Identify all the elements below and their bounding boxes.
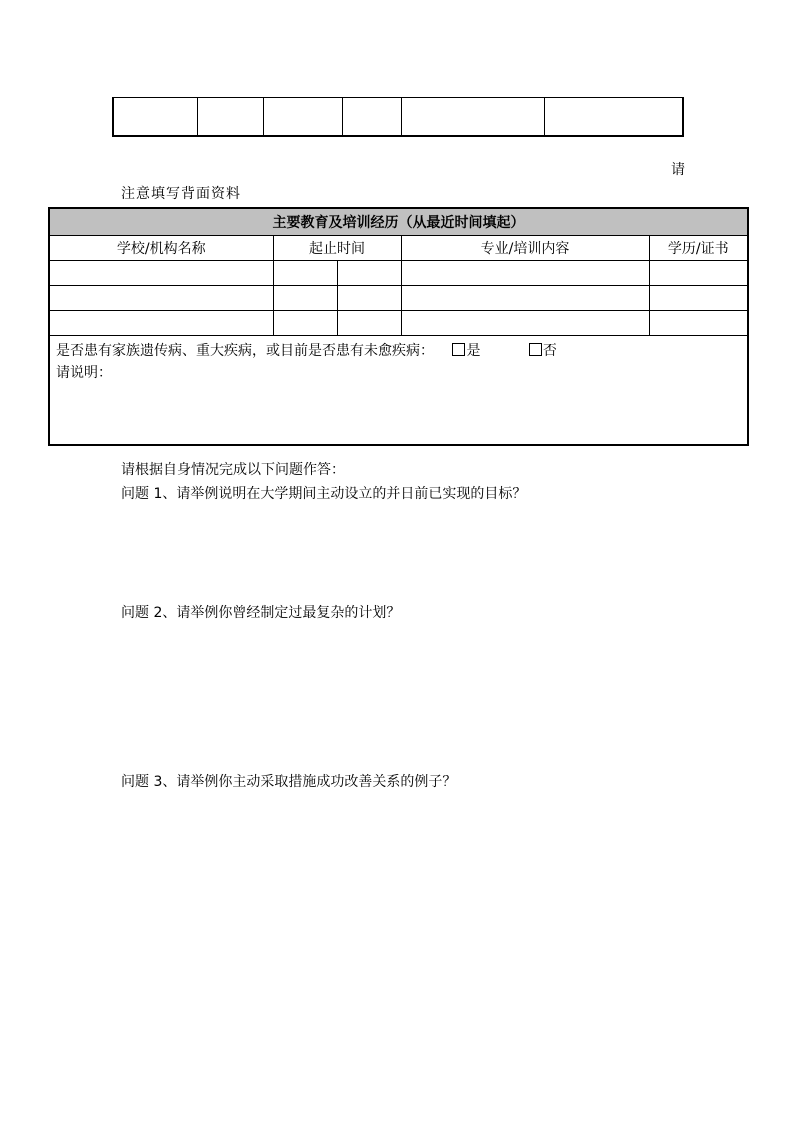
end-date-cell[interactable]	[337, 261, 401, 286]
header-major: 专业/培训内容	[401, 236, 649, 261]
school-cell[interactable]	[49, 311, 273, 336]
start-date-cell[interactable]	[273, 261, 337, 286]
table-row	[49, 286, 748, 311]
end-date-cell[interactable]	[337, 286, 401, 311]
question-2: 问题 2、请举例你曾经制定过最复杂的计划？	[121, 605, 401, 621]
questions-intro: 请根据自身情况完成以下问题作答：	[121, 462, 345, 478]
table-row	[113, 98, 683, 137]
degree-cell[interactable]	[649, 261, 748, 286]
table-cell[interactable]	[197, 98, 263, 137]
table-cell[interactable]	[263, 98, 342, 137]
school-cell[interactable]	[49, 261, 273, 286]
table-cell[interactable]	[342, 98, 401, 137]
school-cell[interactable]	[49, 286, 273, 311]
end-date-cell[interactable]	[337, 311, 401, 336]
table-cell[interactable]	[401, 98, 544, 137]
no-checkbox[interactable]	[529, 343, 542, 356]
health-question: 是否患有家族遗传病、重大疾病，或目前是否患有未愈疾病：	[56, 343, 434, 359]
education-table	[48, 207, 749, 446]
no-option[interactable]	[529, 343, 557, 359]
table-cell[interactable]	[544, 98, 683, 137]
health-row	[49, 336, 748, 446]
major-cell[interactable]	[401, 286, 649, 311]
start-date-cell[interactable]	[273, 311, 337, 336]
table-row	[49, 311, 748, 336]
health-explain-label: 请说明：	[56, 365, 112, 381]
header-degree: 学历/证书	[649, 236, 748, 261]
start-date-cell[interactable]	[273, 286, 337, 311]
table-title-row	[49, 208, 748, 236]
note-left-label: 注意填写背面资料	[121, 186, 241, 202]
major-cell[interactable]	[401, 311, 649, 336]
yes-label: 是	[466, 343, 481, 359]
yes-checkbox[interactable]	[452, 343, 465, 356]
question-3: 问题 3、请举例你主动采取措施成功改善关系的例子？	[121, 774, 457, 790]
header-school: 学校/机构名称	[49, 236, 273, 261]
major-cell[interactable]	[401, 261, 649, 286]
question-1: 问题 1、请举例说明在大学期间主动设立的并日前已实现的目标？	[121, 486, 527, 502]
top-info-table	[112, 97, 684, 137]
table-header-row	[49, 236, 748, 261]
table-cell[interactable]	[113, 98, 197, 137]
health-section	[49, 336, 748, 446]
degree-cell[interactable]	[649, 286, 748, 311]
table-row	[49, 261, 748, 286]
note-right-label: 请	[671, 162, 685, 178]
degree-cell[interactable]	[649, 311, 748, 336]
education-table-title: 主要教育及培训经历（从最近时间填起）	[49, 208, 748, 236]
health-question-line	[56, 340, 741, 362]
no-label: 否	[542, 343, 557, 359]
header-period: 起止时间	[273, 236, 401, 261]
yes-option[interactable]	[452, 343, 480, 359]
